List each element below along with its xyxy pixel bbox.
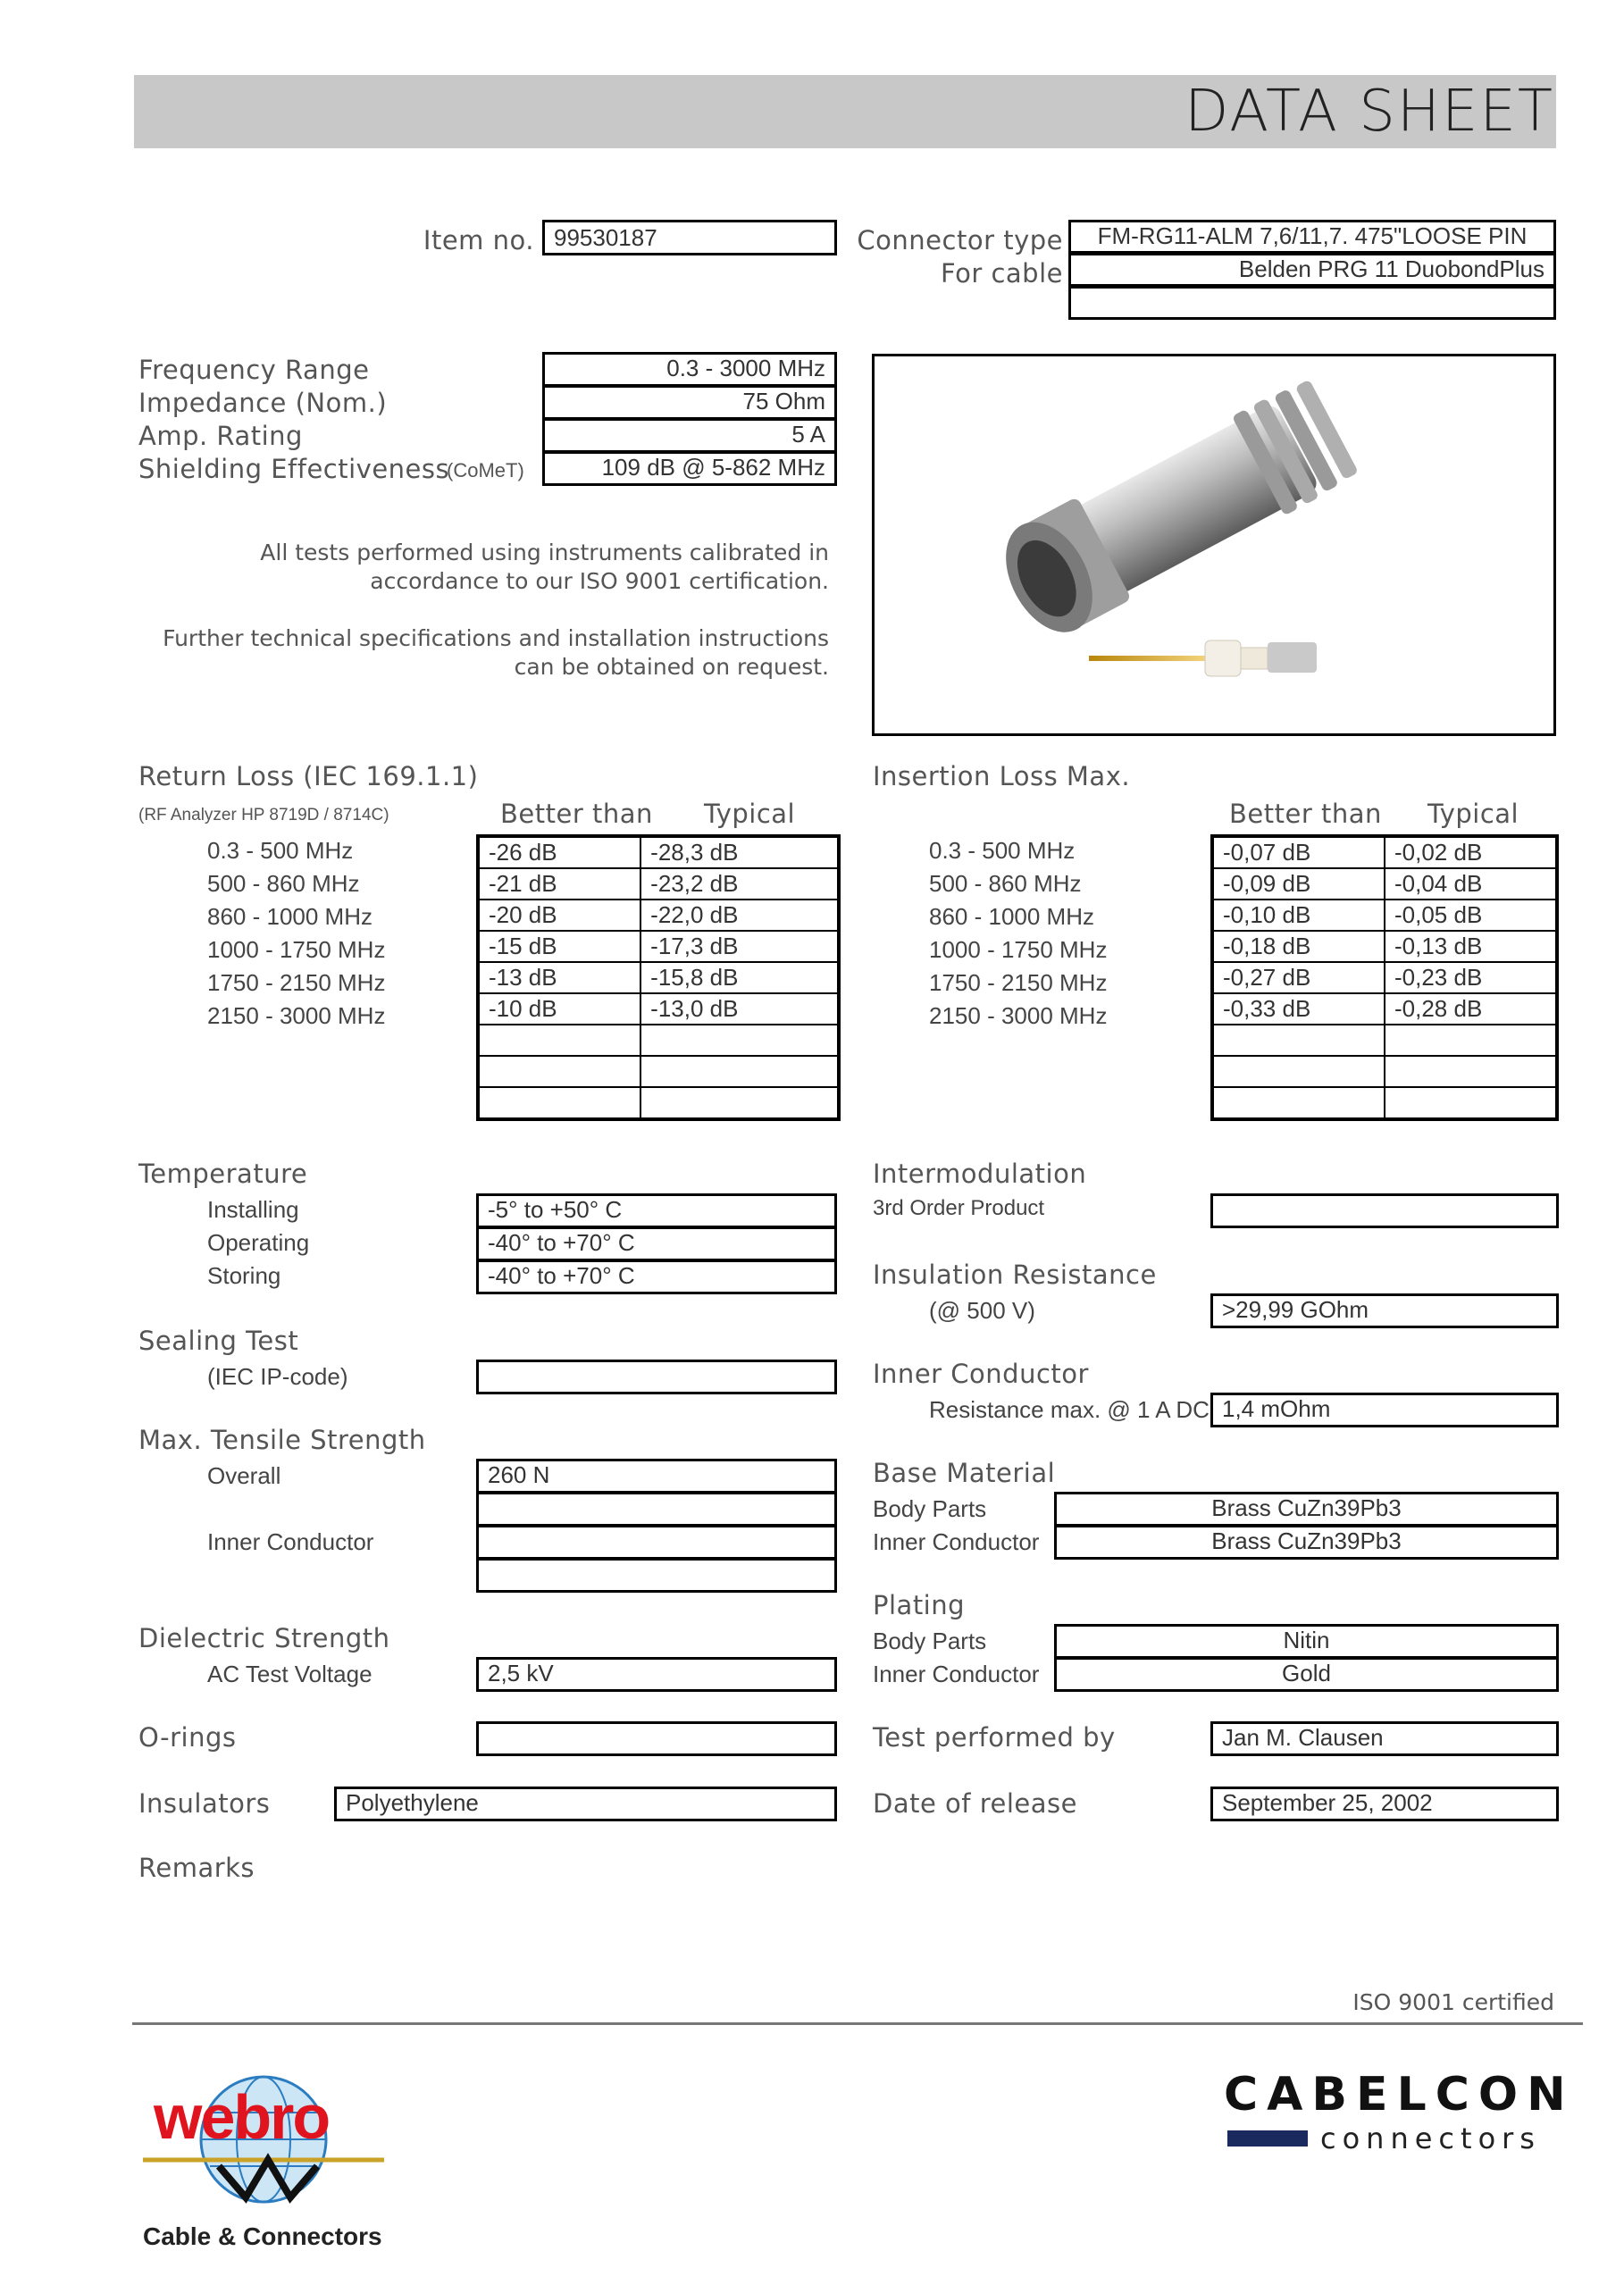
spec-value-shielding: 109 dB @ 5-862 MHz	[542, 451, 837, 486]
return-loss-subtitle: (RF Analyzer HP 8719D / 8714C)	[138, 806, 389, 824]
spec-value-impedance: 75 Ohm	[542, 385, 837, 420]
return-loss-table	[476, 834, 841, 1121]
inner-conductor-label: Resistance max. @ 1 A DC	[929, 1396, 1210, 1423]
return-loss-freq: 1750 - 2150 MHz	[207, 969, 386, 996]
webro-wordmark: webro	[154, 2082, 330, 2152]
intermod-label: 3rd Order Product	[873, 1196, 1045, 1220]
insulators-label: Insulators	[138, 1788, 271, 1819]
table-row	[1212, 836, 1557, 868]
rl-better: -13 dB	[478, 962, 640, 993]
return-loss-col-typical: Typical	[704, 799, 796, 829]
rl-better	[478, 1056, 640, 1087]
spec-label-amp: Amp. Rating	[138, 421, 303, 451]
inner-conductor-title: Inner Conductor	[873, 1359, 1089, 1389]
connector-photo	[875, 356, 1553, 733]
dielectric-label: AC Test Voltage	[207, 1661, 373, 1687]
table-row	[478, 1025, 839, 1056]
cabelcon-sub: connectors	[1320, 2121, 1541, 2155]
temperature-storing-field: -40° to +70° C	[476, 1259, 837, 1294]
request-note-line1: Further technical specifications and installation instructions	[163, 625, 829, 651]
table-row	[1212, 993, 1557, 1025]
plating-title: Plating	[873, 1590, 966, 1620]
spec-label-frequency: Frequency Range	[138, 355, 370, 385]
rl-typical: -23,2 dB	[640, 868, 839, 900]
il-typical: -0,28 dB	[1385, 993, 1557, 1025]
tensile-overall-field: 260 N	[476, 1459, 837, 1494]
temperature-title: Temperature	[138, 1159, 308, 1189]
rl-typical: -13,0 dB	[640, 993, 839, 1025]
iso-certified: ISO 9001 certified	[1352, 1989, 1554, 2015]
plating-body-label: Body Parts	[873, 1628, 987, 1654]
insertion-loss-title: Insertion Loss Max.	[873, 761, 1131, 791]
il-typical	[1385, 1056, 1557, 1087]
table-row	[478, 1056, 839, 1087]
insulators-field: Polyethylene	[334, 1787, 837, 1821]
rl-better: -15 dB	[478, 931, 640, 962]
table-row	[1212, 1087, 1557, 1119]
dielectric-title: Dielectric Strength	[138, 1623, 390, 1653]
return-loss-freq: 500 - 860 MHz	[207, 870, 360, 897]
spec-label-impedance: Impedance (Nom.)	[138, 388, 388, 418]
il-better: -0,09 dB	[1212, 868, 1385, 900]
temperature-operating-field: -40° to +70° C	[476, 1226, 837, 1261]
rl-better: -10 dB	[478, 993, 640, 1025]
request-note-line2: can be obtained on request.	[514, 654, 829, 680]
rl-typical: -28,3 dB	[640, 836, 839, 868]
insertion-loss-freq: 0.3 - 500 MHz	[929, 837, 1076, 864]
connector-extra-field	[1068, 286, 1556, 320]
temperature-installing-field: -5° to +50° C	[476, 1193, 837, 1228]
return-loss-freq: 1000 - 1750 MHz	[207, 936, 386, 963]
il-typical: -0,04 dB	[1385, 868, 1557, 900]
rl-better: -26 dB	[478, 836, 640, 868]
insertion-loss-freq: 1000 - 1750 MHz	[929, 936, 1108, 963]
calibration-note-line1: All tests performed using instruments calibrated in	[260, 540, 829, 565]
il-better: -0,33 dB	[1212, 993, 1385, 1025]
calibration-note	[114, 539, 829, 596]
spec-label-shielding: Shielding Effectiveness	[138, 454, 450, 484]
table-row	[478, 931, 839, 962]
il-typical: -0,02 dB	[1385, 836, 1557, 868]
return-loss-freq: 2150 - 3000 MHz	[207, 1002, 386, 1029]
for-cable-label: For cable	[940, 258, 1063, 289]
table-row	[478, 962, 839, 993]
table-row	[1212, 1056, 1557, 1087]
il-better: -0,10 dB	[1212, 900, 1385, 931]
cabelcon-wordmark: CABELCON	[1224, 2068, 1575, 2121]
calibration-note-line2: accordance to our ISO 9001 certification.	[370, 568, 829, 594]
item-no-label: Item no.	[423, 225, 534, 255]
for-cable-field: Belden PRG 11 DuobondPlus	[1068, 253, 1556, 287]
tensile-overall-field-2	[476, 1492, 837, 1527]
plating-inner-field: Gold	[1054, 1657, 1559, 1692]
return-loss-freq: 860 - 1000 MHz	[207, 903, 373, 930]
table-row	[478, 836, 839, 868]
return-loss-title: Return Loss (IEC 169.1.1)	[138, 761, 479, 791]
release-date-field: September 25, 2002	[1210, 1787, 1559, 1821]
il-typical	[1385, 1025, 1557, 1056]
plating-inner-label: Inner Conductor	[873, 1661, 1040, 1687]
tensile-overall-label: Overall	[207, 1462, 281, 1489]
il-better	[1212, 1087, 1385, 1119]
sealing-test-field	[476, 1360, 837, 1394]
base-material-inner-field: Brass CuZn39Pb3	[1054, 1525, 1559, 1560]
webro-logo	[134, 2063, 393, 2260]
rl-typical	[640, 1025, 839, 1056]
base-material-title: Base Material	[873, 1458, 1056, 1488]
intermod-title: Intermodulation	[873, 1159, 1087, 1189]
il-typical: -0,23 dB	[1385, 962, 1557, 993]
table-row	[478, 993, 839, 1025]
sealing-test-title: Sealing Test	[138, 1326, 299, 1356]
rl-typical	[640, 1087, 839, 1119]
return-loss-col-better: Better than	[500, 799, 653, 829]
table-row	[1212, 931, 1557, 962]
webro-tagline: Cable & Connectors	[143, 2222, 382, 2250]
rl-typical: -15,8 dB	[640, 962, 839, 993]
insertion-loss-freq: 500 - 860 MHz	[929, 870, 1082, 897]
il-typical	[1385, 1087, 1557, 1119]
rl-typical: -17,3 dB	[640, 931, 839, 962]
connector-type-label: Connector type	[857, 225, 1063, 255]
page-title: DATA SHEET	[1185, 79, 1554, 145]
cabelcon-logo	[1224, 2068, 1581, 2166]
table-row	[478, 900, 839, 931]
il-better: -0,07 dB	[1212, 836, 1385, 868]
insertion-loss-freq: 2150 - 3000 MHz	[929, 1002, 1108, 1029]
insertion-loss-freq: 860 - 1000 MHz	[929, 903, 1094, 930]
inner-conductor-field: 1,4 mOhm	[1210, 1393, 1559, 1427]
remarks-label: Remarks	[138, 1853, 255, 1883]
item-no-field: 99530187	[542, 220, 837, 255]
il-typical: -0,05 dB	[1385, 900, 1557, 931]
dielectric-field: 2,5 kV	[476, 1657, 837, 1692]
product-photo-frame	[872, 354, 1556, 736]
insulation-label: (@ 500 V)	[929, 1297, 1035, 1324]
table-row	[1212, 900, 1557, 931]
release-date-label: Date of release	[873, 1788, 1077, 1819]
test-by-label: Test performed by	[873, 1722, 1116, 1753]
rl-typical	[640, 1056, 839, 1087]
temperature-storing-label: Storing	[207, 1262, 281, 1289]
insertion-loss-freq: 1750 - 2150 MHz	[929, 969, 1108, 996]
insulation-title: Insulation Resistance	[873, 1259, 1157, 1290]
insertion-loss-table	[1210, 834, 1559, 1121]
rl-better	[478, 1087, 640, 1119]
il-better	[1212, 1025, 1385, 1056]
connector-type-field: FM-RG11-ALM 7,6/11,7. 475"LOOSE PIN	[1068, 220, 1556, 254]
request-note	[25, 624, 829, 682]
insertion-loss-col-typical: Typical	[1427, 799, 1519, 829]
table-row	[478, 1087, 839, 1119]
spec-value-frequency: 0.3 - 3000 MHz	[542, 352, 837, 387]
il-typical: -0,13 dB	[1385, 931, 1557, 962]
il-better	[1212, 1056, 1385, 1087]
rl-typical: -22,0 dB	[640, 900, 839, 931]
rl-better: -21 dB	[478, 868, 640, 900]
temperature-installing-label: Installing	[207, 1196, 299, 1223]
spec-value-amp: 5 A	[542, 418, 837, 453]
intermod-field	[1210, 1193, 1559, 1228]
tensile-inner-field-2	[476, 1558, 837, 1593]
tensile-inner-field	[476, 1525, 837, 1560]
orings-label: O-rings	[138, 1722, 237, 1753]
spec-sublabel-comet: (CoMeT)	[447, 459, 524, 481]
return-loss-freq: 0.3 - 500 MHz	[207, 837, 354, 864]
il-better: -0,18 dB	[1212, 931, 1385, 962]
table-row	[1212, 868, 1557, 900]
rl-better: -20 dB	[478, 900, 640, 931]
table-row	[478, 868, 839, 900]
cabelcon-bar	[1227, 2130, 1308, 2147]
temperature-operating-label: Operating	[207, 1229, 310, 1256]
insulation-field: >29,99 GOhm	[1210, 1293, 1559, 1328]
plating-body-field: Nitin	[1054, 1624, 1559, 1659]
rl-better	[478, 1025, 640, 1056]
table-row	[1212, 962, 1557, 993]
test-by-field: Jan M. Clausen	[1210, 1721, 1559, 1756]
orings-field	[476, 1721, 837, 1756]
sealing-test-label: (IEC IP-code)	[207, 1363, 348, 1390]
tensile-inner-label: Inner Conductor	[207, 1528, 374, 1555]
insertion-loss-col-better: Better than	[1229, 799, 1382, 829]
tensile-title: Max. Tensile Strength	[138, 1425, 426, 1455]
table-row	[1212, 1025, 1557, 1056]
base-material-body-label: Body Parts	[873, 1495, 987, 1522]
base-material-body-field: Brass CuZn39Pb3	[1054, 1492, 1559, 1527]
il-better: -0,27 dB	[1212, 962, 1385, 993]
base-material-inner-label: Inner Conductor	[873, 1528, 1040, 1555]
footer-divider	[132, 2022, 1583, 2025]
